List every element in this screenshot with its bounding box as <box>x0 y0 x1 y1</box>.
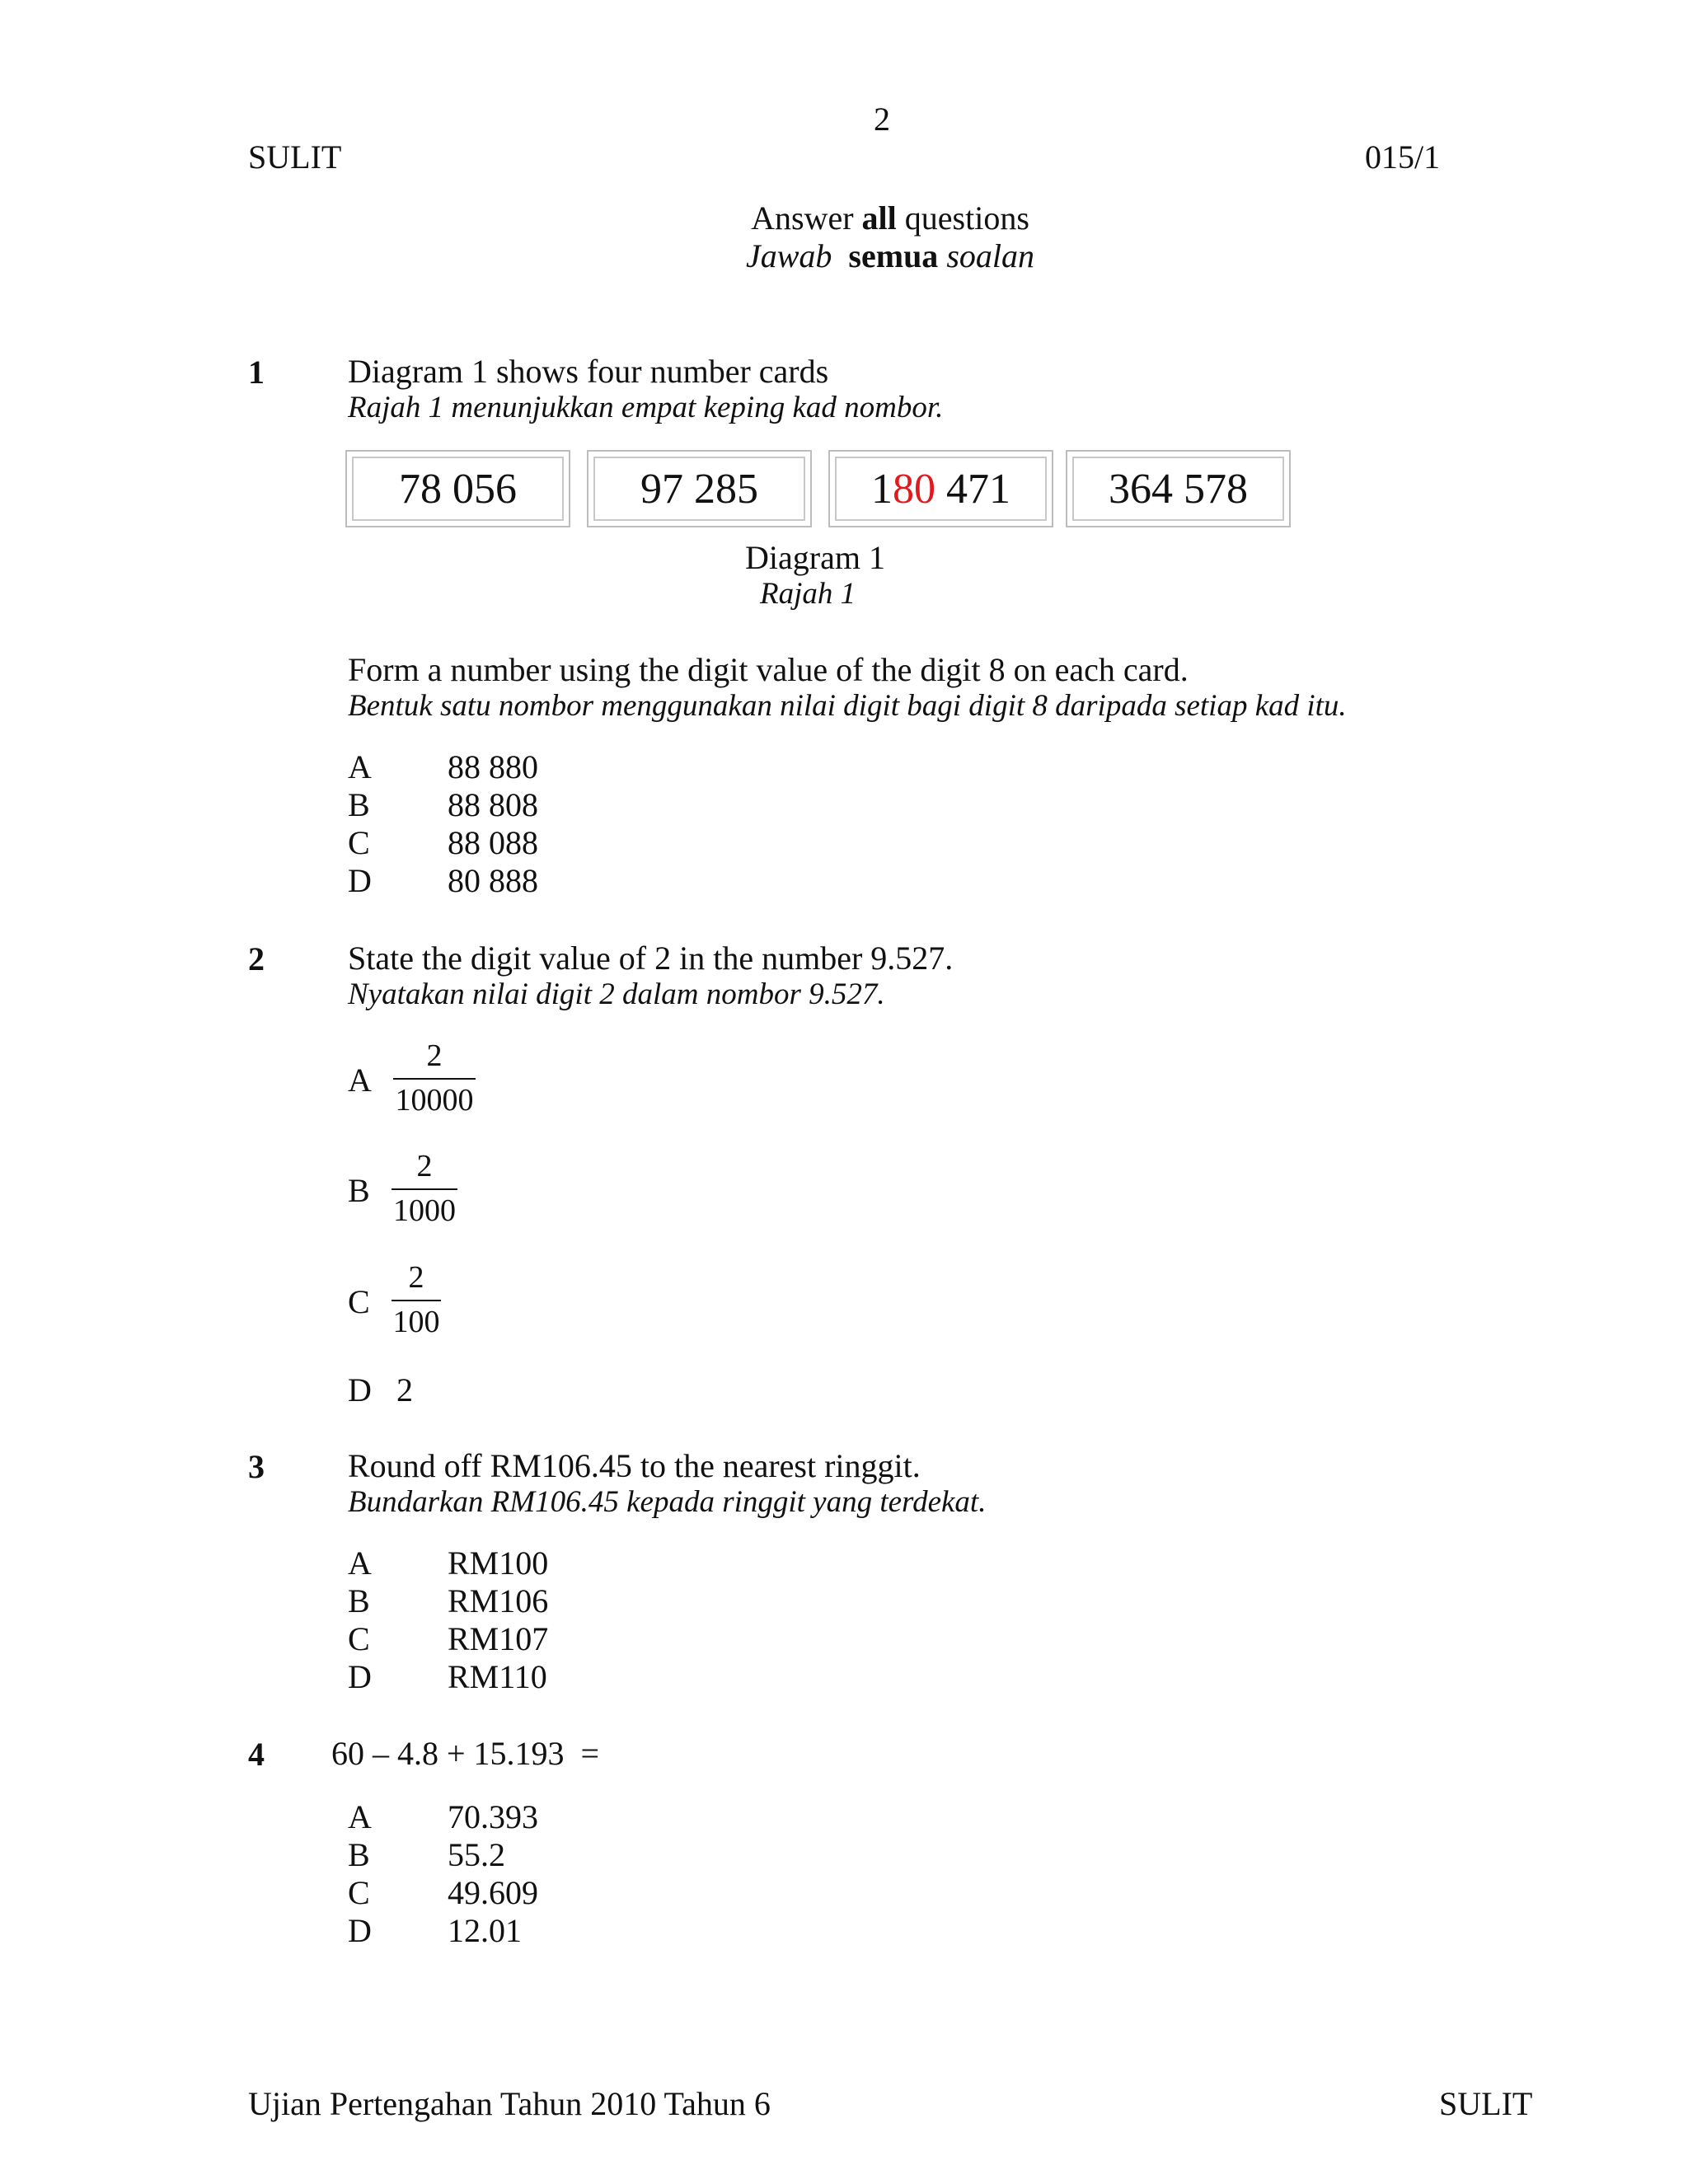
option-value: RM106 <box>448 1582 549 1619</box>
fraction-option-b: 2 1000 <box>393 1149 456 1228</box>
number-card-1: 78 056 <box>345 450 570 527</box>
paper-code: 015/1 <box>1365 138 1441 176</box>
option-letter: D <box>348 862 372 899</box>
highlighted-digits: 80 <box>893 465 935 513</box>
option-letter: D <box>348 1658 372 1695</box>
question-1-text-malay: Rajah 1 menunjukkan empat keping kad nombor. <box>348 391 944 424</box>
question-1-text: Diagram 1 shows four number cards <box>348 353 829 390</box>
option-letter: B <box>348 786 370 823</box>
question-4-expression: 60 – 4.8 + 15.193 = <box>331 1735 600 1772</box>
option-letter: D <box>348 1912 372 1949</box>
option-value: 88 808 <box>448 786 538 823</box>
diagram-label: Diagram 1 <box>745 539 885 576</box>
fraction-option-c: 2 100 <box>392 1260 440 1339</box>
option-letter: C <box>348 1283 370 1320</box>
question-3-text: Round off RM106.45 to the nearest ringgit. <box>348 1447 921 1484</box>
footer-exam-title: Ujian Pertengahan Tahun 2010 Tahun 6 <box>248 2085 771 2122</box>
question-1-instruction: Form a number using the digit value of the digit 8 on each card. <box>348 651 1189 688</box>
question-1-instruction-malay: Bentuk satu nombor menggunakan nilai digit bagi digit 8 daripada setiap kad itu. <box>348 689 1347 723</box>
page-number: 2 <box>874 101 890 138</box>
question-3-text-malay: Bundarkan RM106.45 kepada ringgit yang terdekat. <box>348 1485 987 1519</box>
option-value: 55.2 <box>448 1836 505 1873</box>
option-value: 49.609 <box>448 1874 538 1911</box>
number-card-2: 97 285 <box>587 450 812 527</box>
number-card-4: 364 578 <box>1066 450 1291 527</box>
option-value: 88 088 <box>448 824 538 861</box>
question-4-number: 4 <box>248 1736 265 1773</box>
option-letter: A <box>348 1544 372 1582</box>
option-letter: C <box>348 1620 370 1657</box>
option-value: 70.393 <box>448 1798 538 1835</box>
option-value: 80 888 <box>448 862 538 899</box>
instruction-english: Answer all questions <box>751 199 1029 237</box>
option-letter: B <box>348 1172 370 1209</box>
option-letter: A <box>348 748 372 785</box>
number-card-3: 1 80 471 <box>828 450 1053 527</box>
question-3-number: 3 <box>248 1448 265 1485</box>
option-letter: A <box>348 1798 372 1835</box>
footer-classification: SULIT <box>1439 2085 1533 2122</box>
instruction-malay: Jawab semua soalan <box>745 237 1034 274</box>
option-letter: C <box>348 1874 370 1911</box>
question-2-text: State the digit value of 2 in the number 9.527. <box>348 940 954 977</box>
option-letter: C <box>348 824 370 861</box>
option-value: 2 <box>396 1371 413 1408</box>
header-classification: SULIT <box>248 138 342 176</box>
option-value: RM110 <box>448 1658 547 1695</box>
option-value: RM100 <box>448 1544 549 1582</box>
option-value: RM107 <box>448 1620 549 1657</box>
option-value: 12.01 <box>448 1912 522 1949</box>
question-2-text-malay: Nyatakan nilai digit 2 dalam nombor 9.527. <box>348 977 885 1011</box>
fraction-option-a: 2 10000 <box>393 1038 476 1118</box>
question-1-number: 1 <box>248 354 265 391</box>
option-value: 88 880 <box>448 748 538 785</box>
option-letter: B <box>348 1836 370 1873</box>
option-letter: A <box>348 1062 372 1099</box>
option-letter: D <box>348 1371 372 1408</box>
question-2-number: 2 <box>248 940 265 977</box>
option-letter: B <box>348 1582 370 1619</box>
diagram-label-malay: Rajah 1 <box>760 577 856 611</box>
